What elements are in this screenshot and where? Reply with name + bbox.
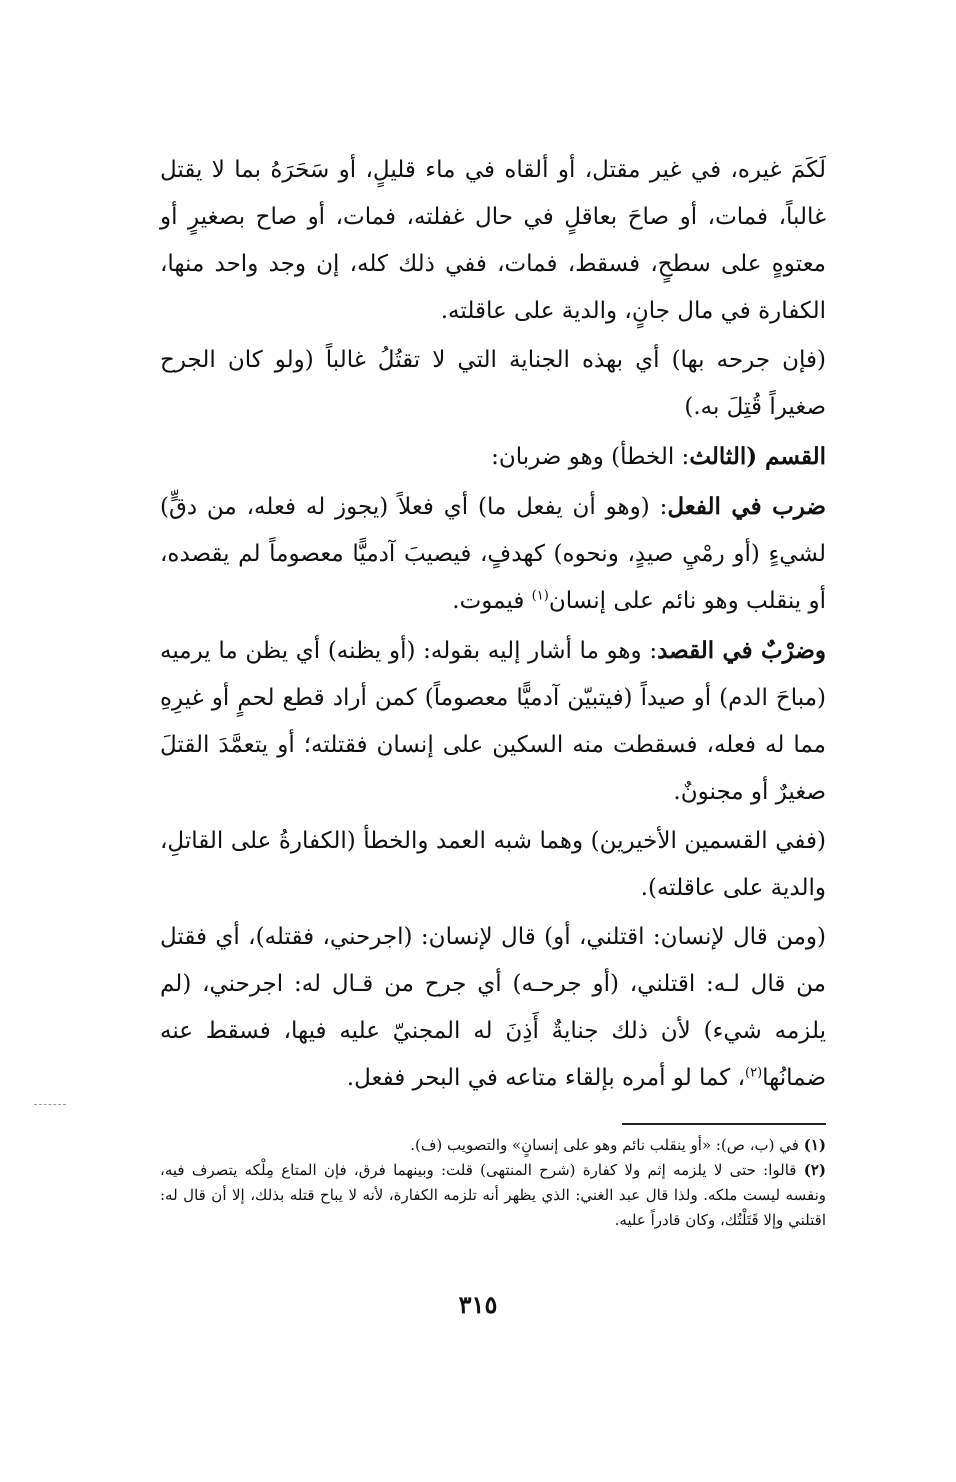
- paragraph-2: (فإن جرحه بها) أي بهذه الجناية التي لا تقتُلُ غالباً (ولو كان الجرح صغيراً قُتِلَ به.): [160, 347, 826, 420]
- footnote-1: [160, 1133, 826, 1158]
- paragraph-4: [160, 483, 826, 625]
- section-heading-rest: : الخطأ) وهو ضربان:: [491, 444, 690, 470]
- paragraph-6: (ففي القسمين الأخيرين) وهما شبه العمد والخطأ (الكفارةُ على القاتلِ، والدية على عاقلته).: [160, 828, 826, 901]
- paragraph-1: لَكَمَ غيره، في غير مقتل، أو ألقاه في ماء قليلٍ، أو سَحَرَهُ بما لا يقتل غالباً، فمات، أو صاحَ بعاقلٍ في حال غفلته، فمات، أو صاح بصغيرٍ أو معتوهٍ على سطحٍ، فسقط، فمات، ففي ذلك كله، إن وجد واحد منها، الكفارة في مال جانٍ، والدية على عاقلته.: [160, 157, 826, 324]
- main-text-body: [160, 147, 826, 1102]
- footnote-number: (١): [803, 1136, 826, 1154]
- footnote-text: في (ب، ص): «أو ينقلب نائم وهو على إنسانٍ» والتصويب (ف).: [410, 1136, 804, 1154]
- page-number: ٣١٥: [458, 1290, 498, 1319]
- paragraph-5-text: : وهو ما أشار إليه بقوله: (أو يظنه) أي يظن ما يرميه (مباحَ الدم) أو صيداً (فيتبيّن آدميًّا معصوماً) كمن أراد قطع لحمٍ أو غيرِهِ مما له فعله، فسقطت منه السكين على إنسان فقتلته؛ أو يتعمَّدَ القتلَ صغيرٌ أو مجنونٌ.: [160, 638, 826, 805]
- footnote-ref-1[interactable]: (١): [531, 588, 549, 604]
- paragraph-7: [160, 914, 826, 1102]
- lead-darb-fil: ضرب في الفعل: [667, 493, 826, 520]
- paragraph-7-text: (ومن قال لإنسان: اقتلني، أو) قال لإنسان: (اجرحني، فقتله)، أي فقتل من قال لـه: اقتلني، (أو جرحـه) أي جرح من قـال له: اجرحني، (لم يلزمه شيء) لأن ذلك جنايةٌ أَذِنَ له المجنيّ عليه فيها، فسقط عنه ضمانُها: [160, 924, 826, 1091]
- paragraph-7-end: ، كما لو أمره بإلقاء متاعه في البحر ففعل.: [346, 1065, 745, 1091]
- footnote-ref-2[interactable]: (٢): [745, 1065, 763, 1081]
- paragraph-4-text: : (وهو أن يفعل ما) أي فعلاً (يجوز له فعله، من دقٍّ) لشيءٍ (أو رمْيِ صيدٍ، ونحوه) كهدفٍ، فيصيبَ آدميًّا معصوماً لم يقصده، أو ينقلب وهو نائم على إنسان: [160, 494, 826, 614]
- lead-darb-qasd: وضرْبٌ في القصد: [657, 637, 827, 664]
- footnote-text: قالوا: حتى لا يلزمه إثم ولا كفارة (شرح المنتهى) قلت: وبينهما فرق، فإن المتاع مِلْكه يتصرف فيه، ونفسه ليست ملكه. ولذا قال عبد الغني: الذي يظهر أنه تلزمه الكفارة، لأنه لا يباح قتله بذلك، إلا أن قال له: اقتلني وإلا قَتَلْتُك، وكان قادراً عليه.: [160, 1161, 826, 1229]
- section-heading-third: القسم (الثالث: [689, 443, 826, 470]
- margin-mark: [34, 1104, 66, 1105]
- paragraph-3-heading: [160, 433, 826, 481]
- footnote-2: [160, 1158, 826, 1233]
- footnote-separator: [622, 1123, 826, 1125]
- paragraph-4-end: فيموت.: [452, 588, 532, 614]
- footnotes: [160, 1133, 826, 1233]
- paragraph-5: [160, 627, 826, 816]
- footnote-number: (٢): [803, 1161, 826, 1179]
